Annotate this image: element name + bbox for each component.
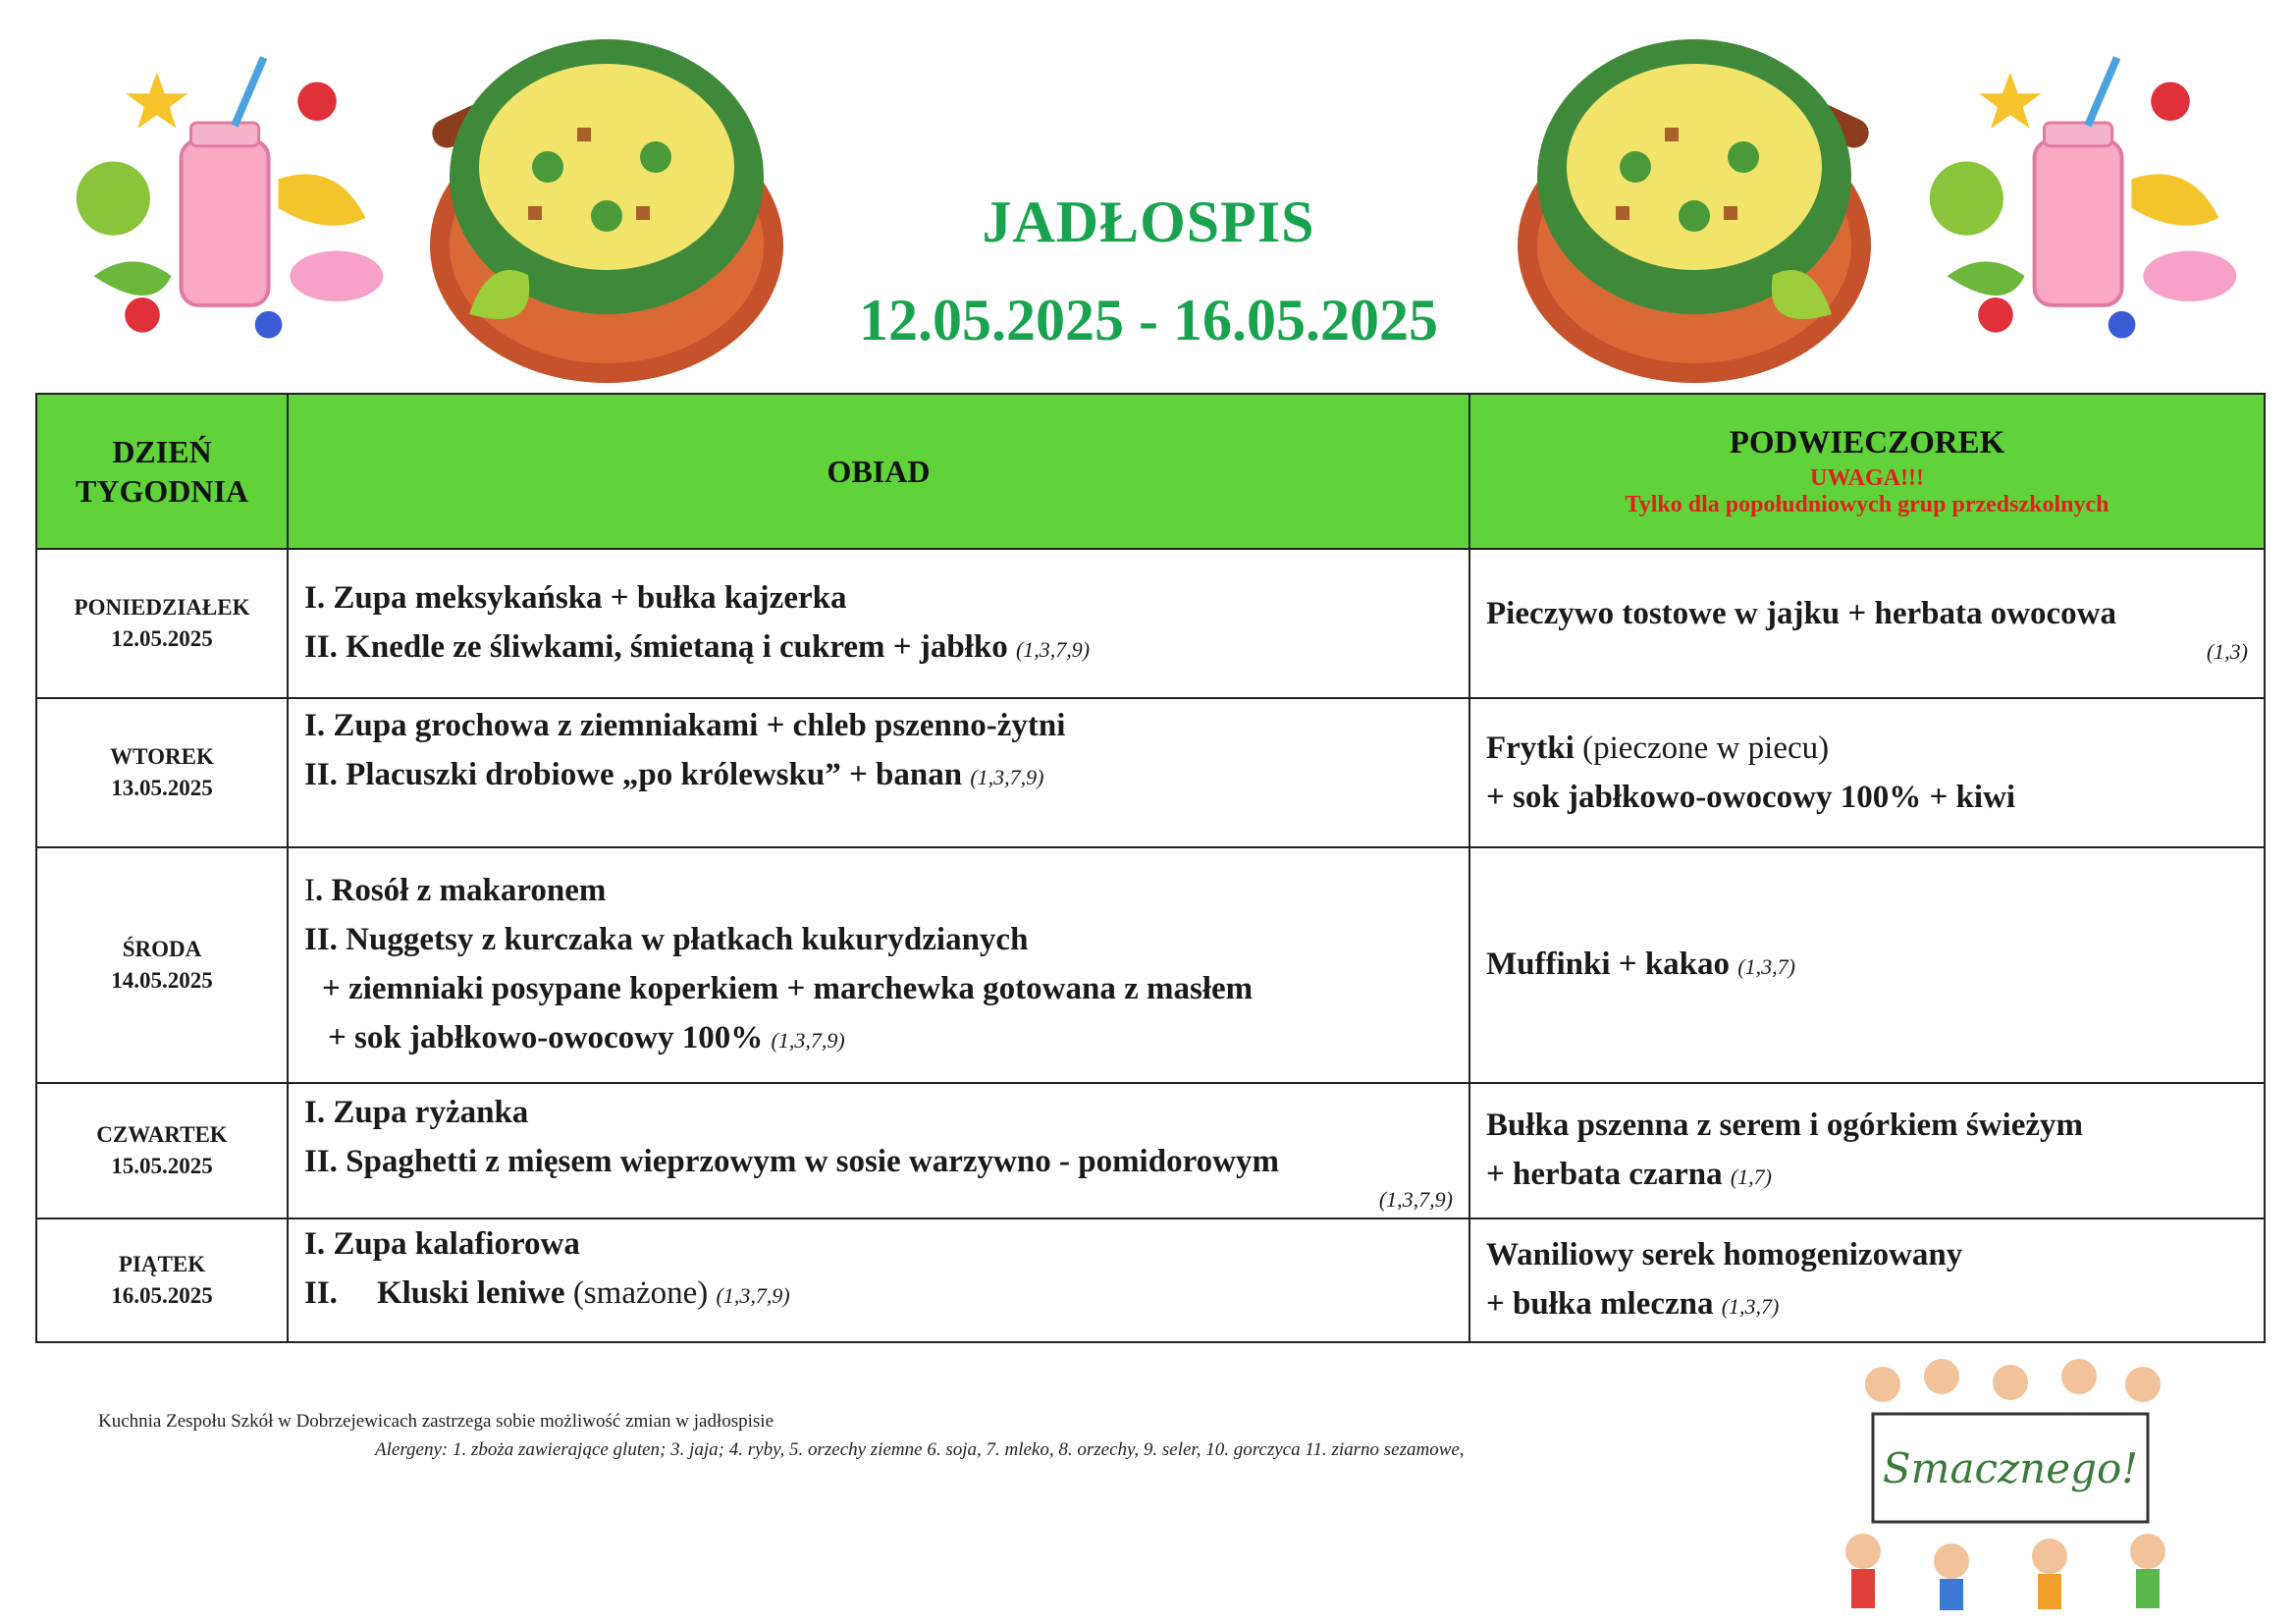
- child-icon: [2125, 1367, 2161, 1402]
- smoothie-fruits-illustration: [1908, 33, 2258, 383]
- soup-bowl-illustration: [410, 20, 793, 393]
- strawberry-icon: [297, 81, 337, 121]
- warning-text: UWAGA!!!: [1810, 464, 1924, 491]
- page-title: JADŁOSPIS: [982, 189, 1315, 254]
- menu-table: [35, 393, 2266, 1343]
- allergen-codes: (1,3,7,9): [1015, 636, 1091, 662]
- date-range: 12.05.2025 - 16.05.2025: [859, 288, 1438, 352]
- strawberry-icon: [2151, 81, 2190, 121]
- podwieczorek-cell: Muffinki + kakao (1,3,7): [1469, 847, 2265, 1083]
- banana-icon: [278, 174, 365, 225]
- day-cell: CZWARTEK 15.05.2025: [36, 1083, 288, 1218]
- smoothie-fruits-illustration: [55, 33, 404, 383]
- podwieczorek-cell: Pieczywo tostowe w jajku + herbata owocowa (1,3): [1469, 549, 2265, 698]
- table-header-row: [36, 394, 2265, 549]
- avocado-icon: [94, 261, 172, 296]
- child-icon: [1865, 1367, 1900, 1402]
- obiad-cell: I. Zupa meksykańska + bułka kajzerka II. Knedle ze śliwkami, śmietaną i cukrem + jabłko (1,3,7,9): [288, 549, 1469, 698]
- obiad-cell: I. Zupa grochowa z ziemniakami + chleb pszenno-żytni II. Placuszki drobiowe „po królewsku” + banan (1,3,7,9): [288, 698, 1469, 847]
- child-icon: [1934, 1543, 1969, 1579]
- soup-bowl-illustration: [1508, 20, 1891, 393]
- apple-icon: [1930, 162, 2003, 236]
- star-icon: [126, 73, 187, 129]
- children-sign-illustration: [1834, 1355, 2187, 1614]
- child-icon: [1924, 1359, 1959, 1394]
- allergen-codes: (1,7): [1730, 1164, 1772, 1189]
- allergen-codes: (1,3,7,9): [771, 1027, 845, 1053]
- child-icon: [2061, 1359, 2097, 1394]
- allergen-codes: (1,3): [2206, 639, 2248, 664]
- banana-icon: [2131, 174, 2218, 225]
- header-day: DZIEŃ TYGODNIA: [36, 394, 288, 549]
- obiad-cell: I. Zupa ryżanka II. Spaghetti z mięsem wieprzowym w sosie warzywno - pomidorowym (1,3,7,9): [288, 1083, 1469, 1218]
- yogurt-icon: [2143, 251, 2236, 301]
- table-row: [36, 847, 2265, 1083]
- allergen-codes: (1,3,7,9): [970, 765, 1044, 789]
- allergen-codes: (1,3,7): [1737, 953, 1795, 979]
- podwieczorek-cell: Bułka pszenna z serem i ogórkiem świeżym + herbata czarna (1,7): [1469, 1083, 2265, 1218]
- table-row: [36, 698, 2265, 847]
- allergen-codes: (1,3,7,9): [1378, 1187, 1453, 1212]
- yogurt-icon: [290, 251, 383, 301]
- allergen-codes: (1,3,7,9): [716, 1283, 790, 1308]
- header-obiad: OBIAD: [288, 394, 1469, 549]
- day-cell: ŚRODA 14.05.2025: [36, 847, 288, 1083]
- obiad-cell: I. Rosół z makaronem II. Nuggetsy z kurczaka w płatkach kukurydzianych + ziemniaki posypane koperkiem + marchewka gotowana z masłem + sok jabłkowo-owocowy 100% (1,3,7,9): [288, 847, 1469, 1083]
- table-row: [36, 1218, 2265, 1342]
- child-icon: [2032, 1539, 2067, 1574]
- day-cell: PONIEDZIAŁEK 12.05.2025: [36, 549, 288, 698]
- allergen-codes: (1,3,7): [1721, 1293, 1780, 1319]
- kitchen-note: Kuchnia Zespołu Szkół w Dobrzejewicach zastrzega sobie możliwość zmian w jadłospisie: [98, 1411, 774, 1432]
- obiad-cell: I. Zupa kalafiorowa II. Kluski leniwe (smażone) (1,3,7,9): [288, 1218, 1469, 1342]
- child-icon: [1993, 1365, 2028, 1400]
- apple-icon: [77, 162, 150, 236]
- table-row: [36, 549, 2265, 698]
- table-row: [36, 1083, 2265, 1218]
- sign-text: Smacznego!: [1882, 1444, 2139, 1492]
- jar-icon: [2035, 140, 2122, 305]
- podwieczorek-cell: Frytki (pieczone w piecu) + sok jabłkowo-owocowy 100% + kiwi: [1469, 698, 2265, 847]
- avocado-icon: [1948, 261, 2025, 296]
- podwieczorek-cell: Waniliowy serek homogenizowany + bułka mleczna (1,3,7): [1469, 1218, 2265, 1342]
- day-cell: PIĄTEK 16.05.2025: [36, 1218, 288, 1342]
- day-cell: WTOREK 13.05.2025: [36, 698, 288, 847]
- star-icon: [1979, 73, 2041, 129]
- child-icon: [2130, 1534, 2165, 1569]
- jar-icon: [182, 140, 269, 305]
- warning-note: Tylko dla popołudniowych grup przedszkolnych: [1625, 491, 2109, 517]
- header-podwieczorek: PODWIECZOREK UWAGA!!! Tylko dla popołudniowych grup przedszkolnych: [1469, 394, 2265, 549]
- allergen-legend: Alergeny: 1. zboża zawierające gluten; 3. jaja; 4. ryby, 5. orzechy ziemne 6. soja, 7. mleko, 8. orzechy, 9. seler, 10. gorczyca 11. ziarno sezamowe,: [375, 1439, 1465, 1460]
- child-icon: [1845, 1534, 1881, 1569]
